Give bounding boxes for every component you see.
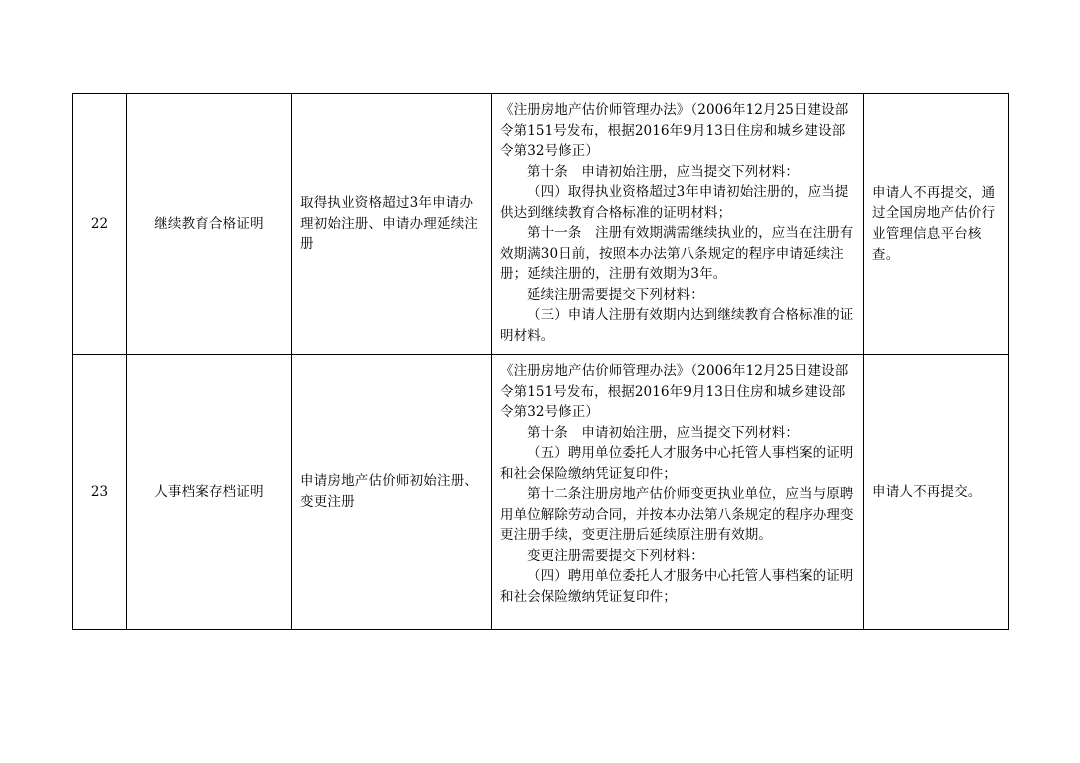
basis-line: 第十一条 注册有效期满需继续执业的，应当在注册有效期满30日前，按照本办法第八条规定的程序申请延续注册；延续注册的，注册有效期为3年。 [500, 225, 854, 283]
basis-line: （三）申请人注册有效期内达到继续教育合格标准的证明材料。 [500, 307, 854, 344]
basis-line: 《注册房地产估价师管理办法》（2006年12月25日建设部令第151号发布，根据2016年9月13日住房和城乡建设部令第32号修正） [500, 102, 849, 160]
remark: 申请人不再提交，通过全国房地产估价行业管理信息平台核查。 [864, 94, 1009, 355]
row-number: 22 [73, 94, 127, 355]
basis-line: 变更注册需要提交下列材料： [527, 547, 704, 564]
basis-line: 第十条 申请初始注册，应当提交下列材料： [527, 424, 799, 441]
table-row [73, 355, 1009, 630]
basis-line: 第十条 申请初始注册，应当提交下列材料： [527, 163, 799, 180]
table-row [73, 94, 1009, 355]
legal-basis [492, 94, 864, 355]
certificate-table [72, 93, 1009, 630]
basis-line: （四）聘用单位委托人才服务中心托管人事档案的证明和社会保险缴纳凭证复印件； [500, 568, 854, 605]
basis-line: 《注册房地产估价师管理办法》（2006年12月25日建设部令第151号发布，根据2016年9月13日住房和城乡建设部令第32号修正） [500, 363, 849, 421]
row-number: 23 [73, 355, 127, 630]
applicable-situation: 取得执业资格超过3年申请办理初始注册、申请办理延续注册 [292, 94, 492, 355]
basis-line: 延续注册需要提交下列材料： [527, 286, 704, 303]
basis-line: 第十二条注册房地产估价师变更执业单位，应当与原聘用单位解除劳动合同，并按本办法第八条规定的程序办理变更注册手续，变更注册后延续原注册有效期。 [500, 486, 854, 544]
legal-basis [492, 355, 864, 630]
certificate-name: 人事档案存档证明 [127, 355, 292, 630]
applicable-situation: 申请房地产估价师初始注册、变更注册 [292, 355, 492, 630]
certificate-name: 继续教育合格证明 [127, 94, 292, 355]
basis-line: （五）聘用单位委托人才服务中心托管人事档案的证明和社会保险缴纳凭证复印件； [500, 445, 854, 482]
table-container [72, 93, 1008, 630]
basis-line: （四）取得执业资格超过3年申请初始注册的，应当提供达到继续教育合格标准的证明材料； [500, 184, 849, 221]
remark: 申请人不再提交。 [864, 355, 1009, 630]
